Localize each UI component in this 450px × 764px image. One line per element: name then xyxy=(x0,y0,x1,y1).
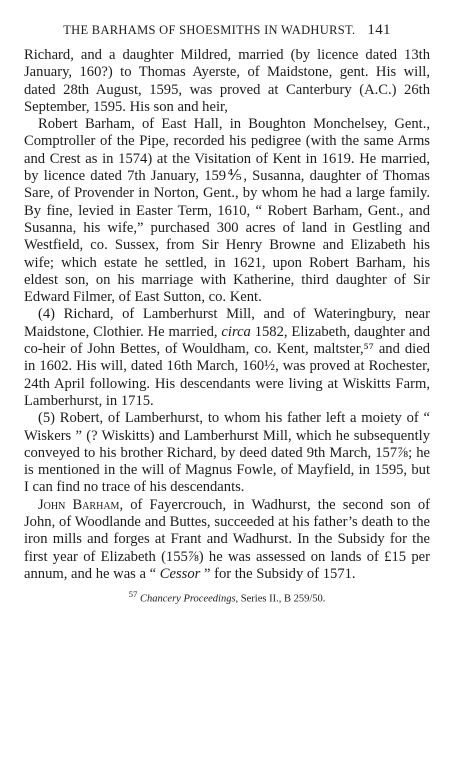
john-barham-name: John Barham, xyxy=(38,496,124,513)
footnote-source: Chancery Proceedings, xyxy=(140,593,239,605)
paragraph-1: Richard, and a daughter Mildred, married (by licence dated 13th January, 160?) to Thomas Ayerste, of Maidstone, gent. His will, dated 28th August, 1595, was proved at Canterbury (A.C.) 26th September, 1595. His son and heir, xyxy=(24,47,430,115)
paragraph-3-part-a: (4) Richard, of Lamberhurst Mill, and of Wateringbury, near Maidstone, Clothier. He married, xyxy=(24,306,430,340)
cessor-word: Cessor xyxy=(159,565,201,582)
paragraph-2: Robert Barham, of East Hall, in Boughton Monchelsey, Gent., Comptroller of the Pipe, recorded his pedigree (with the same Arms and Crest as in 1574) at the Visitation of Kent in 1619. He married, by licence dated 7th January, 159⅘, Susanna, daughter of Thomas Sare, of Provender in Norton, Gent., by whom he had a large family. By fine, levied in Easter Term, 1610, “ Robert Barham, Gent., and Susanna, his wife,” purchased 300 acres of land in Gestling and Westfield, co. Sussex, from Sir Henry Browne and Elizabeth his wife; which estate he settled, in 1621, upon Robert Barham, his eldest son, on his marriage with Katherine, third daughter of Sir Edward Filmer, of East Sutton, co. Kent. xyxy=(24,116,430,306)
circa-word: circa xyxy=(221,323,251,340)
paragraph-5-part-b: ” for the Subsidy of 1571. xyxy=(200,565,356,582)
paragraph-3 xyxy=(24,306,430,410)
footnote-marker: 57 xyxy=(128,589,138,600)
running-title: THE BARHAMS OF SHOESMITHS IN WADHURST. xyxy=(63,23,356,37)
footnote-ref: Series II., B 259/50. xyxy=(238,593,326,605)
paragraph-3-part-b: 1582, Elizabeth, daughter and co-heir of John Bettes, of Wouldham, co. Kent, maltster,⁵⁷ and died in 1602. His will, dated 16th March, 160½, was proved at Rochester, 24th April following. His descendants were living at Wiskitts Farm, Lamberhurst, in 1715. xyxy=(24,323,430,409)
paragraph-5-part-a: of Fayercrouch, in Wadhurst, the second son of John, of Woodlande and Buttes, succeeded at his father’s death to the iron mills and forges at Frant and Wadhurst. In the Subsidy for the first year of Elizabeth (155⅞) he was assessed on lands of £15 per annum, and he was a “ xyxy=(24,496,430,582)
paragraph-5 xyxy=(24,497,430,583)
page-number: 141 xyxy=(367,22,391,38)
footnote xyxy=(24,589,430,605)
body-text xyxy=(24,47,430,583)
page-header xyxy=(24,22,430,39)
paragraph-4: (5) Robert, of Lamberhurst, to whom his father left a moiety of “ Wiskers ” (? Wiskitts) and Lamberhurst Mill, which he subsequently conveyed to his brother Richard, by deed dated 9th March, 157⅞; he is mentioned in the will of Magnus Fowle, of Mayfield, in 1595, but I can find no trace of his descendants. xyxy=(24,410,430,496)
